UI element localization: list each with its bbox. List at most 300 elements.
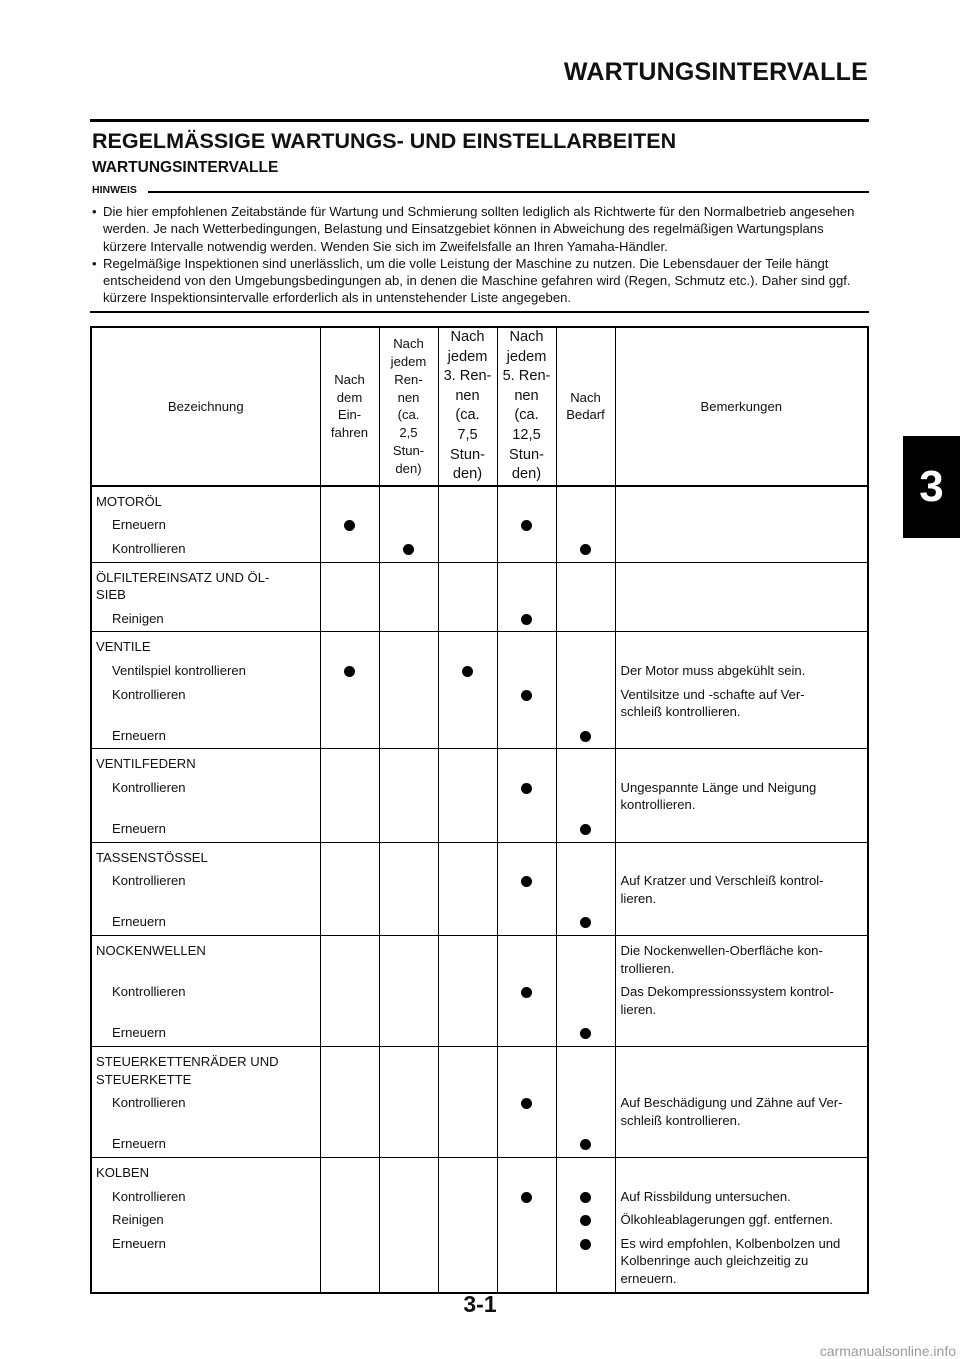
spacer: [321, 1071, 379, 1089]
mark-slot: [498, 1211, 556, 1229]
bullet-dot-icon: [521, 690, 532, 701]
mark-slot: [439, 727, 497, 745]
mark-slot: [498, 1094, 556, 1112]
header-line: Nach: [570, 389, 601, 405]
spacer: [321, 1053, 379, 1071]
mark-slot: [498, 686, 556, 704]
spacer: [498, 755, 556, 773]
mark-slot: [498, 872, 556, 890]
spacer: [621, 849, 866, 867]
mark-slot: [557, 686, 615, 704]
header-line: Stun-: [392, 442, 425, 458]
chapter-tab: 3: [903, 436, 960, 538]
remark-line: Auf Beschädigung und Zähne auf Ver-: [620, 1095, 843, 1111]
mark-slot: [498, 727, 556, 745]
item-label: Erneuern: [112, 727, 166, 743]
section-cell: [91, 1157, 320, 1292]
spacer: [321, 1164, 379, 1182]
section-cell: [91, 936, 320, 1047]
mark-slot: [380, 1188, 438, 1206]
spacer: [439, 942, 497, 960]
mark-slot: [498, 516, 556, 534]
spacer: [380, 1164, 438, 1182]
interval-cell: [320, 562, 379, 632]
item-label: Kontrollieren: [112, 1095, 186, 1111]
header-line: jedem: [506, 348, 547, 365]
section-cell: [91, 562, 320, 632]
spacer: [439, 1164, 497, 1182]
interval-cell: [497, 562, 556, 632]
spacer: [439, 703, 497, 721]
remark-line: lieren.: [620, 890, 657, 906]
mark-slot: [557, 540, 615, 558]
section-title: STEUERKETTE: [96, 1071, 192, 1087]
table-section-row: [91, 749, 868, 842]
section-cell: [91, 632, 320, 749]
header-line: Bedarf: [566, 407, 605, 423]
remarks-cell: [615, 749, 868, 842]
spacer: [621, 1053, 866, 1071]
item-label: Erneuern: [112, 1136, 166, 1152]
bullet-dot-icon: [521, 876, 532, 887]
spacer: [498, 569, 556, 587]
mark-slot: [498, 779, 556, 797]
spacer: [557, 586, 615, 604]
interval-cell: [379, 842, 438, 935]
remark-line: Ölkohleablagerungen ggf. entfernen.: [620, 1212, 834, 1228]
header-line: 5. Ren-: [502, 368, 551, 385]
spacer: [621, 820, 866, 838]
mark-slot: [321, 779, 379, 797]
note-text: Regelmäßige Inspektionen sind unerlässlich, um die volle Leistung der Maschine zu nutzen. Die Lebensdauer der Teile hängt entscheidend von den Umgebungsbedingungen ab, in denen die Maschine gefahren wird (Regen, Schmutz etc.). Daher sind ggf. kürzere Inspektionsintervalle erforderlich als in untenstehender Liste angegeben.: [103, 255, 851, 306]
spacer: [557, 1112, 615, 1130]
spacer: [557, 1001, 615, 1019]
note-list: [92, 203, 869, 307]
spacer: [321, 703, 379, 721]
spacer: [557, 1252, 615, 1270]
spacer: [557, 638, 615, 656]
mark-slot: [380, 1094, 438, 1112]
remark-line: Auf Rissbildung untersuchen.: [620, 1188, 791, 1204]
interval-cell: [438, 1157, 497, 1292]
interval-cell: [556, 1047, 615, 1158]
mark-slot: [380, 913, 438, 931]
mark-slot: [439, 516, 497, 534]
note-rule: [148, 191, 869, 193]
bullet-dot-icon: [521, 1192, 532, 1203]
interval-cell: [497, 632, 556, 749]
spacer: [557, 569, 615, 587]
mark-slot: [439, 820, 497, 838]
mark-slot: [498, 610, 556, 628]
remark-line: Es wird empfohlen, Kolbenbolzen und: [620, 1235, 841, 1251]
section-title: MOTORÖL: [96, 493, 162, 509]
bullet-dot-icon: [521, 987, 532, 998]
header-line: nen: [514, 387, 539, 404]
spacer: [321, 942, 379, 960]
mark-slot: [439, 1235, 497, 1253]
spacer: [321, 586, 379, 604]
mark-slot: [321, 516, 379, 534]
mark-slot: [380, 1211, 438, 1229]
header-every-5th-race: [497, 327, 556, 486]
spacer: [621, 493, 866, 511]
spacer: [321, 755, 379, 773]
mark-slot: [321, 1094, 379, 1112]
maintenance-table: [90, 326, 869, 1294]
mark-slot: [439, 779, 497, 797]
spacer: [621, 727, 866, 745]
header-line: 3. Ren-: [443, 368, 492, 385]
header-line: (ca.: [455, 407, 480, 424]
mark-slot: [321, 727, 379, 745]
header-line: 2,5: [399, 425, 418, 441]
header-line: nen: [397, 389, 420, 405]
remarks-cell: [615, 486, 868, 562]
interval-cell: [320, 1157, 379, 1292]
table-section-row: [91, 562, 868, 632]
interval-cell: [438, 749, 497, 842]
section-cell: [91, 486, 320, 562]
table-section-row: [91, 486, 868, 562]
spacer: [321, 493, 379, 511]
remark-line: lieren.: [620, 1001, 657, 1017]
mark-slot: [321, 983, 379, 1001]
spacer: [557, 1270, 615, 1288]
spacer: [557, 1053, 615, 1071]
mark-slot: [321, 662, 379, 680]
header-line: Nach: [509, 329, 544, 345]
spacer: [557, 1071, 615, 1089]
remarks-cell: [615, 1047, 868, 1158]
mark-slot: [380, 662, 438, 680]
table-body: [91, 486, 868, 1293]
mark-slot: [498, 662, 556, 680]
interval-cell: [497, 1047, 556, 1158]
remark-line: schleiß kontrollieren.: [620, 704, 741, 720]
item-label: Erneuern: [112, 1235, 166, 1251]
spacer: [380, 1252, 438, 1270]
remark-line: Die Nockenwellen-Oberfläche kon-: [620, 943, 823, 959]
item-label: Ventilspiel kontrollieren: [112, 662, 246, 678]
remark-line: kontrollieren.: [620, 797, 696, 813]
note-item: [92, 203, 869, 255]
mark-slot: [321, 1135, 379, 1153]
table-section-row: [91, 842, 868, 935]
spacer: [498, 796, 556, 814]
header-line: fahren: [330, 425, 369, 441]
header-line: (ca.: [397, 407, 420, 423]
bullet-dot-icon: [580, 917, 591, 928]
spacer: [621, 638, 866, 656]
item-label: Erneuern: [112, 821, 166, 837]
bullet-icon: •: [92, 255, 97, 271]
item-label: Kontrollieren: [112, 540, 186, 556]
spacer: [380, 586, 438, 604]
interval-cell: [379, 1047, 438, 1158]
mark-slot: [557, 983, 615, 1001]
mark-slot: [380, 610, 438, 628]
mark-slot: [498, 1235, 556, 1253]
spacer: [557, 890, 615, 908]
header-line: 12,5: [512, 426, 541, 443]
remarks-cell: [615, 562, 868, 632]
spacer: [439, 796, 497, 814]
spacer: [321, 1252, 379, 1270]
bullet-dot-icon: [580, 824, 591, 835]
spacer: [96, 1112, 317, 1130]
spacer: [96, 960, 317, 978]
mark-slot: [439, 1135, 497, 1153]
header-line: dem: [336, 389, 363, 405]
table-header-row: [91, 327, 868, 486]
spacer: [380, 703, 438, 721]
mark-slot: [557, 820, 615, 838]
interval-cell: [497, 1157, 556, 1292]
header-line: Nach: [334, 371, 365, 387]
remarks-cell: [615, 632, 868, 749]
spacer: [621, 755, 866, 773]
spacer: [321, 796, 379, 814]
spacer: [321, 638, 379, 656]
mark-slot: [557, 1235, 615, 1253]
header-after-break-in: [320, 327, 379, 486]
remark-line: schleiß kontrollieren.: [620, 1112, 741, 1128]
spacer: [380, 796, 438, 814]
spacer: [498, 493, 556, 511]
section-title: VENTILE: [96, 639, 151, 655]
interval-cell: [379, 936, 438, 1047]
mark-slot: [439, 540, 497, 558]
interval-cell: [379, 1157, 438, 1292]
spacer: [498, 1252, 556, 1270]
spacer: [321, 960, 379, 978]
note-end-rule: [90, 311, 869, 313]
interval-cell: [379, 486, 438, 562]
section-subtitle: WARTUNGSINTERVALLE: [92, 159, 279, 176]
item-label: Reinigen: [112, 1212, 164, 1228]
spacer: [439, 890, 497, 908]
interval-cell: [320, 1047, 379, 1158]
header-line: Nach: [393, 336, 424, 352]
header-line: den): [511, 466, 542, 483]
item-label: Erneuern: [112, 914, 166, 930]
spacer: [621, 569, 866, 587]
spacer: [380, 849, 438, 867]
remark-line: Ventilsitze und -schafte auf Ver-: [620, 686, 805, 702]
item-label: Kontrollieren: [112, 686, 186, 702]
spacer: [621, 1024, 866, 1042]
bullet-dot-icon: [580, 731, 591, 742]
header-line: Nach: [450, 329, 485, 345]
spacer: [621, 1135, 866, 1153]
item-label: Kontrollieren: [112, 1188, 186, 1204]
header-line: Ren-: [394, 371, 423, 387]
interval-cell: [438, 1047, 497, 1158]
bullet-dot-icon: [521, 1098, 532, 1109]
spacer: [439, 755, 497, 773]
item-label: Kontrollieren: [112, 984, 186, 1000]
mark-slot: [498, 913, 556, 931]
note-item: [92, 255, 869, 307]
mark-slot: [321, 610, 379, 628]
remark-line: erneuern.: [620, 1270, 677, 1286]
mark-slot: [380, 686, 438, 704]
interval-cell: [556, 562, 615, 632]
bullet-dot-icon: [580, 1239, 591, 1250]
spacer: [380, 1001, 438, 1019]
mark-slot: [321, 872, 379, 890]
mark-slot: [439, 1211, 497, 1229]
spacer: [321, 849, 379, 867]
spacer: [498, 1164, 556, 1182]
interval-cell: [556, 842, 615, 935]
mark-slot: [557, 1211, 615, 1229]
spacer: [498, 1001, 556, 1019]
spacer: [557, 1164, 615, 1182]
interval-cell: [379, 562, 438, 632]
section-title: STEUERKETTENRÄDER UND: [96, 1054, 279, 1069]
mark-slot: [439, 686, 497, 704]
interval-cell: [320, 749, 379, 842]
note-label: HINWEIS: [92, 184, 141, 196]
remark-line: Der Motor muss abgekühlt sein.: [620, 662, 806, 678]
mark-slot: [439, 1024, 497, 1042]
mark-slot: [321, 1235, 379, 1253]
header-line: Stun-: [509, 446, 544, 463]
interval-cell: [497, 749, 556, 842]
spacer: [498, 586, 556, 604]
spacer: [498, 890, 556, 908]
mark-slot: [557, 1094, 615, 1112]
spacer: [439, 1071, 497, 1089]
bullet-icon: •: [92, 204, 97, 219]
spacer: [380, 1053, 438, 1071]
spacer: [380, 755, 438, 773]
header-every-3rd-race: [438, 327, 497, 486]
item-label: Erneuern: [112, 1025, 166, 1041]
spacer: [380, 1112, 438, 1130]
mark-slot: [321, 820, 379, 838]
item-label: Kontrollieren: [112, 779, 186, 795]
section-cell: [91, 1047, 320, 1158]
spacer: [498, 1270, 556, 1288]
item-label: Erneuern: [112, 517, 166, 533]
interval-cell: [556, 749, 615, 842]
remark-line: Ungespannte Länge und Neigung: [620, 779, 817, 795]
spacer: [498, 849, 556, 867]
bullet-dot-icon: [580, 1139, 591, 1150]
spacer: [439, 638, 497, 656]
mark-slot: [557, 1188, 615, 1206]
watermark: carmanualsonline.info: [819, 1343, 956, 1359]
spacer: [557, 849, 615, 867]
spacer: [621, 540, 866, 558]
spacer: [439, 849, 497, 867]
mark-slot: [380, 516, 438, 534]
spacer: [96, 890, 317, 908]
remarks-cell: [615, 936, 868, 1047]
header-line: jedem: [390, 353, 427, 369]
item-label: Reinigen: [112, 610, 164, 626]
spacer: [498, 1053, 556, 1071]
spacer: [380, 1270, 438, 1288]
mark-slot: [321, 540, 379, 558]
spacer: [439, 1252, 497, 1270]
header-item: Bezeichnung: [91, 327, 320, 486]
mark-slot: [439, 872, 497, 890]
section-title: NOCKENWELLEN: [96, 943, 206, 959]
remark-line: Auf Kratzer und Verschleiß kontrol-: [620, 873, 824, 889]
mark-slot: [321, 1211, 379, 1229]
mark-slot: [498, 1024, 556, 1042]
mark-slot: [557, 913, 615, 931]
mark-slot: [380, 779, 438, 797]
bullet-dot-icon: [403, 544, 414, 555]
mark-slot: [380, 540, 438, 558]
mark-slot: [498, 820, 556, 838]
section-title: VENTILFEDERN: [96, 756, 196, 772]
section-title: REGELMÄSSIGE WARTUNGS- UND EINSTELLARBEITEN: [92, 129, 677, 153]
spacer: [557, 942, 615, 960]
interval-cell: [556, 632, 615, 749]
header-line: Stun-: [450, 446, 485, 463]
bullet-dot-icon: [580, 1028, 591, 1039]
mark-slot: [439, 610, 497, 628]
page-number: 3-1: [463, 1291, 497, 1317]
spacer: [498, 942, 556, 960]
mark-slot: [439, 1188, 497, 1206]
spacer: [439, 1112, 497, 1130]
remark-line: Kolbenringe auch gleichzeitig zu: [620, 1253, 809, 1269]
section-title: SIEB: [96, 587, 126, 603]
interval-cell: [320, 842, 379, 935]
header-remarks: Bemerkungen: [615, 327, 868, 486]
interval-cell: [497, 486, 556, 562]
spacer: [621, 610, 866, 628]
mark-slot: [380, 1235, 438, 1253]
interval-cell: [556, 1157, 615, 1292]
interval-cell: [497, 936, 556, 1047]
mark-slot: [557, 1135, 615, 1153]
mark-slot: [380, 1135, 438, 1153]
header-line: den): [395, 460, 422, 476]
mark-slot: [439, 662, 497, 680]
table-section-row: [91, 1047, 868, 1158]
spacer: [498, 703, 556, 721]
header-as-needed: [556, 327, 615, 486]
spacer: [498, 1112, 556, 1130]
spacer: [439, 1001, 497, 1019]
bullet-dot-icon: [580, 544, 591, 555]
mark-slot: [380, 1024, 438, 1042]
interval-cell: [438, 562, 497, 632]
mark-slot: [439, 1094, 497, 1112]
spacer: [498, 1071, 556, 1089]
spacer: [96, 1252, 317, 1270]
header-line: (ca.: [514, 407, 539, 424]
spacer: [498, 638, 556, 656]
spacer: [621, 1071, 866, 1089]
mark-slot: [321, 686, 379, 704]
mark-slot: [321, 1024, 379, 1042]
mark-slot: [557, 516, 615, 534]
mark-slot: [380, 872, 438, 890]
spacer: [439, 493, 497, 511]
mark-slot: [498, 1135, 556, 1153]
mark-slot: [439, 913, 497, 931]
mark-slot: [498, 983, 556, 1001]
